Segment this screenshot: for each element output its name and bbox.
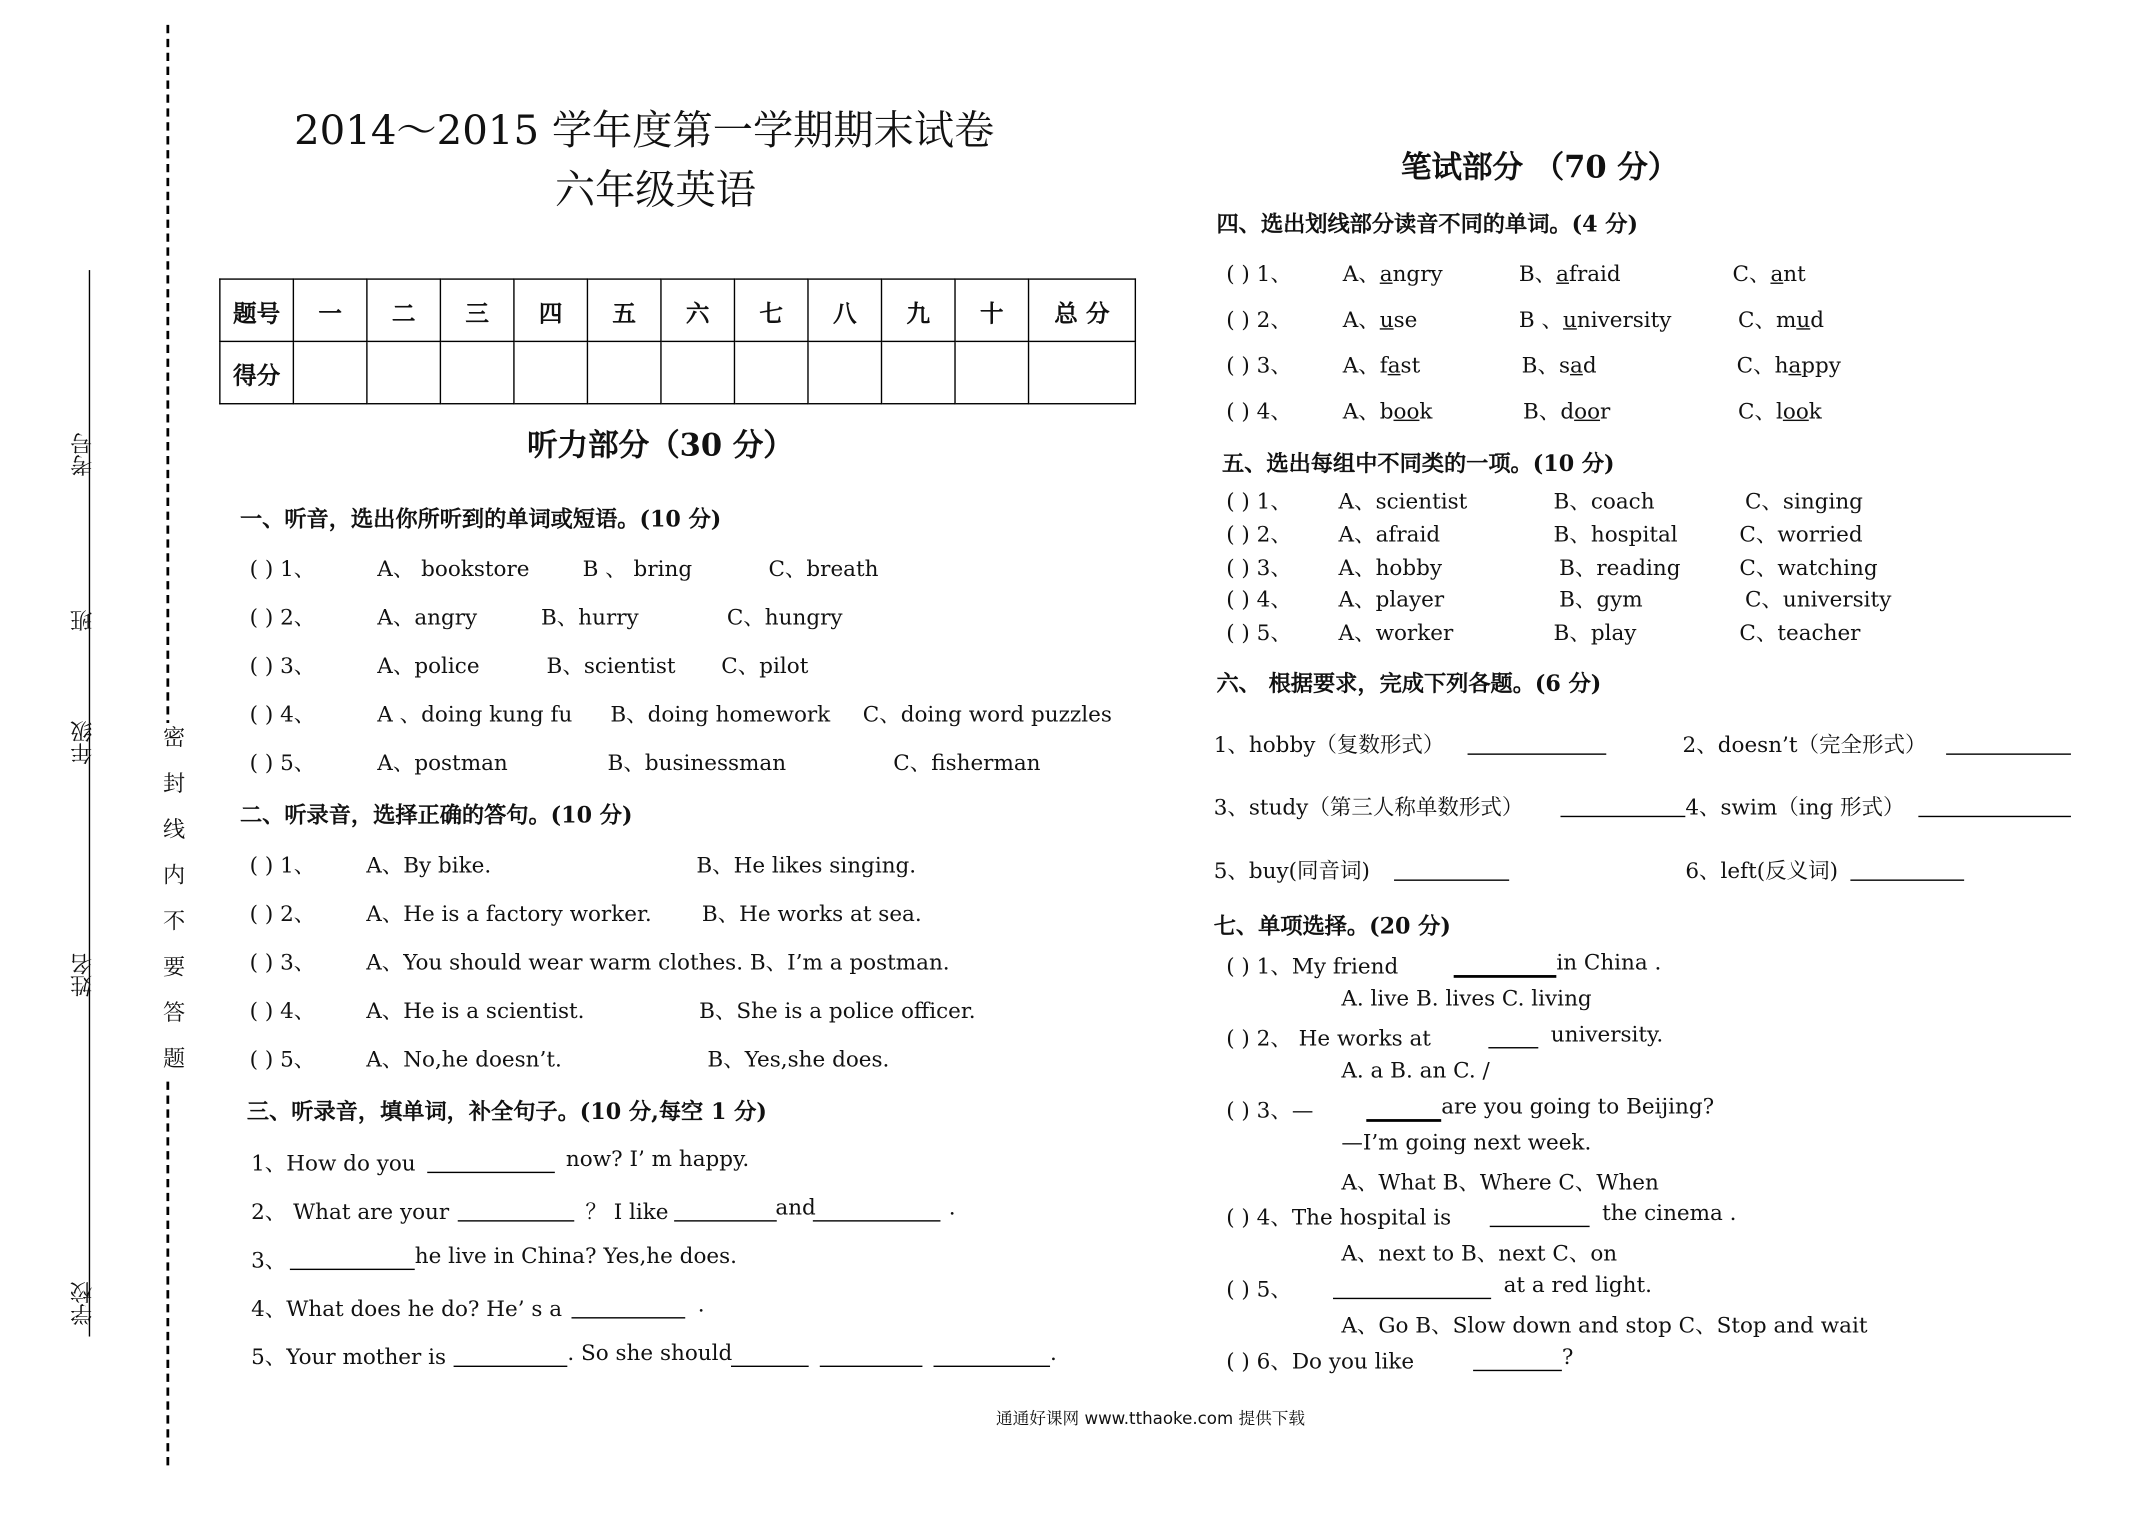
question-number: ( ) 1、 <box>1226 261 1292 287</box>
option-c: C、worried <box>1739 522 1863 548</box>
fill-text: 3、study（第三人称单数形式） <box>1213 794 1524 820</box>
question-number: ( ) 5、 <box>1226 620 1292 646</box>
question-number: ( ) 4、 <box>249 702 316 728</box>
score-cell[interactable] <box>367 341 441 403</box>
option-b: B 、 bring <box>582 556 693 582</box>
question-number: ( ) 2、 <box>1226 307 1292 333</box>
option-c: C、look <box>1738 398 1822 424</box>
option-b: B、gym <box>1559 587 1643 613</box>
score-cell[interactable] <box>440 341 514 403</box>
score-cell[interactable] <box>1029 341 1136 403</box>
footer-source: 通通好课网 www.tthaoke.com 提供下载 <box>995 1408 1306 1428</box>
question-number: ( ) 2、 <box>249 605 316 631</box>
answer-blank[interactable] <box>454 1366 568 1367</box>
fill-text: now? I’ m happy. <box>565 1146 750 1172</box>
option-a: A、angry <box>377 605 478 631</box>
question-number: ( ) 3、 <box>249 950 316 976</box>
fill-text: 4、swim（ing 形式） <box>1685 794 1905 820</box>
answer-blank[interactable] <box>1454 975 1557 978</box>
option-a: A、afraid <box>1338 522 1441 548</box>
table-header-cell: 二 <box>367 279 441 341</box>
option-c: C、pilot <box>721 653 809 679</box>
table-header-cell: 四 <box>514 279 588 341</box>
option-c: C、singing <box>1744 488 1863 514</box>
option-a: A、No,he doesn’t. <box>366 1047 562 1072</box>
question-text: ( ) 1、My friend <box>1226 954 1399 980</box>
score-cell[interactable] <box>293 341 367 403</box>
answer-blank[interactable] <box>1468 753 1607 754</box>
options: A、next to B、next C、on <box>1341 1240 1618 1266</box>
option-a: A 、doing kung fu <box>377 702 573 728</box>
answer-blank[interactable] <box>1850 879 1964 880</box>
option-c: C、happy <box>1736 353 1841 379</box>
answer-blank[interactable] <box>1394 879 1509 880</box>
answer-blank[interactable] <box>1918 816 2071 817</box>
question-number: ( ) 4、 <box>1226 398 1292 424</box>
option-c: C、doing word puzzles <box>862 702 1112 728</box>
option-b: B、hospital <box>1553 522 1678 548</box>
option-c: C、mud <box>1738 307 1825 333</box>
score-cell[interactable] <box>955 341 1029 403</box>
question-number: ( ) 2、 <box>1226 522 1292 548</box>
option-b: B、businessman <box>607 750 787 776</box>
option-a: A、By bike. <box>366 853 492 879</box>
written-section-title: 笔试部分 （70 分） <box>1400 149 1679 186</box>
table-header-cell: 九 <box>882 279 956 341</box>
answer-blank[interactable] <box>458 1220 575 1221</box>
answer-blank[interactable] <box>571 1317 685 1318</box>
fill-text: 2、 What are your <box>251 1199 450 1225</box>
question-text: ( ) 5、 <box>1226 1276 1292 1302</box>
table-header-cell: 五 <box>587 279 661 341</box>
score-cell[interactable] <box>734 341 808 403</box>
score-cell[interactable] <box>661 341 735 403</box>
option-c: C、fisherman <box>893 750 1041 776</box>
option-b: B、play <box>1553 620 1637 646</box>
table-header-cell: 总 分 <box>1029 279 1136 341</box>
question-number: ( ) 3、 <box>1226 555 1292 581</box>
question-number: ( ) 2、 <box>249 901 316 927</box>
option-b: B、doing homework <box>610 702 831 728</box>
option-c: C、teacher <box>1739 620 1861 646</box>
question-number: ( ) 3、 <box>1226 353 1292 379</box>
question-number: ( ) 4、 <box>249 998 316 1024</box>
question-text: university. <box>1550 1022 1664 1048</box>
option-b: B、door <box>1523 398 1611 424</box>
margin-exam-number-label: 考号 <box>69 432 96 477</box>
margin-class-label: 班 <box>69 609 96 632</box>
score-table-score-row <box>220 341 1135 403</box>
answer-blank[interactable] <box>1488 1047 1538 1048</box>
score-cell[interactable] <box>587 341 661 403</box>
margin-school-label: 学校 <box>69 1281 96 1326</box>
section-3-heading: 三、听录音，填单词，补全句子。(10 分,每空 1 分) <box>246 1098 767 1125</box>
section-6-heading: 六、 根据要求，完成下列各题。(6 分) <box>1216 670 1602 697</box>
question-number: ( ) 3、 <box>249 653 316 679</box>
question-number: ( ) 1、 <box>249 556 316 582</box>
option-a: A、 bookstore <box>377 556 530 582</box>
option-a: A、book <box>1342 398 1433 424</box>
option-a: A、You should wear warm clothes. B、I’m a postman. <box>366 950 950 976</box>
question-number: ( ) 1、 <box>249 853 316 879</box>
answer-blank[interactable] <box>290 1269 415 1270</box>
option-c: C、watching <box>1739 555 1878 581</box>
margin-fill-line <box>89 270 90 1336</box>
option-a: A、He is a factory worker. <box>366 901 652 927</box>
fill-text: 5、Your mother is <box>251 1344 447 1370</box>
section-5-heading: 五、选出每组中不同类的一项。(10 分) <box>1222 450 1615 477</box>
answer-blank[interactable] <box>1560 816 1685 817</box>
option-a: A、player <box>1338 587 1445 613</box>
table-header-cell: 题号 <box>220 279 294 341</box>
fill-text: 1、hobby（复数形式） <box>1213 732 1445 758</box>
question-number: ( ) 5、 <box>249 1047 316 1072</box>
question-text: ( ) 2、 He works at <box>1226 1026 1431 1052</box>
table-header-cell: 七 <box>734 279 808 341</box>
option-c: C、breath <box>768 556 879 582</box>
answer-blank[interactable] <box>1333 1298 1491 1299</box>
option-b: B、She is a police officer. <box>699 998 976 1024</box>
score-row-label: 得分 <box>220 341 294 403</box>
option-a: A、angry <box>1342 261 1443 287</box>
margin-name-label: 姓名 <box>69 952 96 998</box>
option-b: B、reading <box>1559 555 1681 581</box>
fill-text: 4、What does he do? He’ s a <box>251 1296 563 1322</box>
exam-subtitle: 六年级英语 <box>554 166 756 214</box>
option-a: A、worker <box>1338 620 1454 646</box>
option-c: C、ant <box>1732 261 1806 287</box>
option-b: B、He works at sea. <box>701 901 922 927</box>
fill-text: . <box>697 1292 705 1318</box>
answer-blank[interactable] <box>1473 1370 1562 1371</box>
fill-text: . <box>948 1195 956 1221</box>
question-number: ( ) 4、 <box>1226 587 1292 613</box>
answer-blank[interactable] <box>674 1220 777 1221</box>
exam-title: 2014～2015 学年度第一学期期末试卷 <box>294 106 995 154</box>
option-a: A、police <box>377 653 480 679</box>
answer-blank[interactable] <box>731 1366 809 1367</box>
options: A、Go B、Slow down and stop C、Stop and wait <box>1341 1312 1868 1338</box>
fill-text: 5、buy(同音词) <box>1213 858 1370 884</box>
section-1-heading: 一、听音，选出你所听到的单词或短语。(10 分) <box>239 505 722 532</box>
option-b: B、Yes,she does. <box>707 1047 890 1072</box>
question-number: ( ) 5、 <box>249 750 316 776</box>
option-a: A、hobby <box>1338 555 1443 581</box>
listening-section-title: 听力部分（30 分） <box>527 427 794 464</box>
section-4-heading: 四、选出划线部分读音不同的单词。(4 分) <box>1216 210 1638 237</box>
option-b: B 、university <box>1518 307 1672 333</box>
answer-blank[interactable] <box>820 1366 923 1367</box>
question-text: ( ) 4、The hospital is <box>1226 1204 1452 1230</box>
option-b: B、scientist <box>546 653 676 679</box>
option-b: B、hurry <box>540 605 639 631</box>
table-header-cell: 一 <box>293 279 367 341</box>
fill-text: 6、left(反义词) <box>1685 858 1838 884</box>
margin-grade-label: 年级 <box>69 720 96 765</box>
options: A、What B、Where C、When <box>1341 1170 1659 1196</box>
score-cell[interactable] <box>882 341 956 403</box>
options: A. a B. an C. / <box>1341 1058 1490 1084</box>
option-b: B、afraid <box>1518 261 1621 287</box>
answer-blank[interactable] <box>813 1220 941 1221</box>
option-a: A、He is a scientist. <box>366 998 585 1024</box>
fill-text: and <box>775 1195 816 1221</box>
seal-line-notice: 密 封 线 内 不 要 答 题 <box>157 723 189 1080</box>
fill-text: . <box>1050 1340 1057 1366</box>
options: A. live B. lives C. living <box>1341 986 1592 1012</box>
question-text: in China . <box>1556 950 1662 976</box>
option-b: B、He likes singing. <box>696 853 917 879</box>
option-b: B、coach <box>1553 488 1655 514</box>
score-cell[interactable] <box>514 341 588 403</box>
question-text: —I’m going next week. <box>1341 1130 1592 1156</box>
score-table <box>219 278 1136 404</box>
table-header-cell: 八 <box>808 279 882 341</box>
section-7-heading: 七、单项选择。(20 分) <box>1213 912 1451 940</box>
score-cell[interactable] <box>808 341 882 403</box>
answer-blank[interactable] <box>427 1172 555 1173</box>
option-c: C、hungry <box>726 605 843 631</box>
fill-text: . So she should <box>567 1340 733 1366</box>
fill-text: 3、 <box>251 1247 287 1273</box>
question-text: ( ) 6、Do you like <box>1226 1348 1415 1374</box>
question-text: are you going to Beijing? <box>1441 1094 1715 1120</box>
fill-text: 1、How do you <box>251 1150 416 1176</box>
fill-text: ？ I like <box>585 1199 669 1225</box>
section-2-heading: 二、听录音，选择正确的答句。(10 分) <box>239 801 633 829</box>
answer-blank[interactable] <box>1366 1119 1441 1122</box>
answer-blank[interactable] <box>934 1366 1051 1367</box>
table-header-cell: 三 <box>440 279 514 341</box>
score-table-header-row <box>220 279 1135 341</box>
answer-blank[interactable] <box>1490 1226 1590 1227</box>
option-a: A、scientist <box>1338 488 1468 514</box>
question-text: ( ) 3、— <box>1226 1098 1314 1124</box>
question-text: ? <box>1561 1344 1574 1370</box>
question-text: at a red light. <box>1503 1272 1653 1298</box>
question-text: the cinema . <box>1602 1200 1737 1226</box>
option-b: B、sad <box>1521 353 1597 379</box>
question-number: ( ) 1、 <box>1226 488 1292 514</box>
option-a: A、postman <box>377 750 508 776</box>
option-a: A、use <box>1342 307 1418 333</box>
option-c: C、university <box>1744 587 1892 613</box>
table-header-cell: 六 <box>661 279 735 341</box>
answer-blank[interactable] <box>1946 753 2071 754</box>
option-a: A、fast <box>1342 353 1421 379</box>
fill-text: 2、doesn’t（完全形式） <box>1682 732 1927 758</box>
table-header-cell: 十 <box>955 279 1029 341</box>
fill-text: he live in China? Yes,he does. <box>414 1243 737 1269</box>
